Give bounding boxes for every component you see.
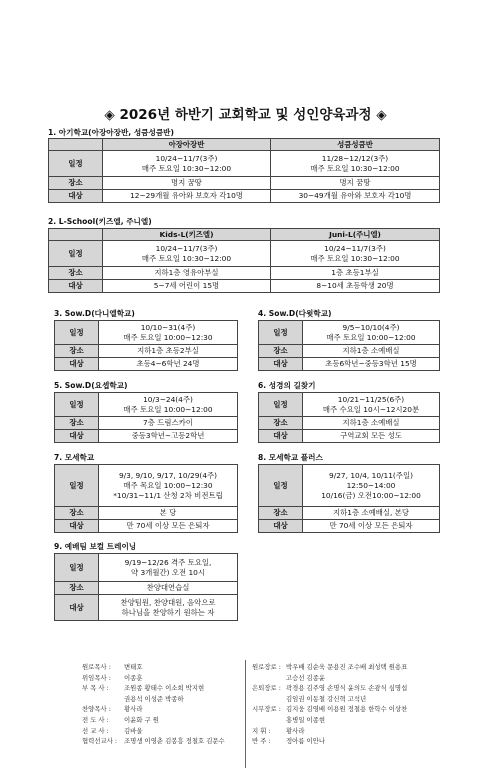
footer-role: 은퇴장로 :	[252, 684, 281, 693]
footer-names: 이윤화 구 원	[124, 715, 159, 724]
schedule-cell: 9/19~12/26 격주 토요일, 약 3개월간) 오전 10시	[99, 554, 238, 582]
header-blank-cell	[49, 139, 103, 151]
footer-row	[252, 662, 407, 673]
schedule-cell: 10/24~11/7(3주) 매주 토요일 10:30~12:00	[103, 151, 271, 177]
footer-row	[82, 683, 225, 694]
row-label-target: 대상	[55, 520, 99, 533]
section-2-heading: 2. L-School(키즈엘, 주니엘)	[48, 217, 152, 226]
footer-role: 선 교 사 :	[82, 726, 109, 735]
row-label-target: 대상	[49, 190, 103, 203]
section-6-heading: 6. 성경의 길찾기	[258, 381, 316, 390]
footer-names: 이종훈	[124, 673, 143, 682]
section-9-heading: 9. 예배팀 보컬 트레이닝	[54, 542, 137, 551]
row-label-place: 장소	[55, 507, 99, 520]
place-cell: 7층 드림스카이	[99, 417, 238, 430]
footer-names: 조명생 이영춘 김봉흥 정철호 김문수	[124, 737, 225, 746]
place-cell: 지하1층 영유아부실	[103, 267, 271, 280]
row-label-place: 장소	[259, 417, 303, 430]
footer-staff-right	[252, 662, 407, 747]
place-cell: 명지 꿈땅	[271, 177, 440, 190]
row-label-target: 대상	[49, 280, 103, 293]
footer-row	[252, 704, 407, 715]
footer-row	[252, 683, 407, 694]
footer-row	[82, 662, 225, 673]
target-cell: 찬양팀원, 찬양대원, 음악으로 하나님을 찬양하기 원하는 자	[99, 595, 238, 621]
footer-staff-left	[82, 662, 225, 747]
footer-names: 김임권 이동철 강신혁 고석년	[286, 694, 367, 703]
schedule-cell: 9/27, 10/4, 10/11(주일) 12:50~14:00 10/16(금) 오전10:00~12:00	[303, 465, 440, 507]
section-8-heading: 8. 모세학교 플러스	[258, 453, 323, 462]
schedule-cell: 10/24~11/7(3주) 매주 토요일 10:30~12:00	[103, 241, 271, 267]
section-2-table	[48, 228, 440, 293]
section-3-heading: 3. Sow.D(다니엘학교)	[54, 309, 135, 318]
footer-role: 전 도 사 :	[82, 715, 109, 724]
footer-names: 김바울	[124, 726, 143, 735]
column-header: Juni-L(주니엘)	[271, 229, 440, 241]
row-label-target: 대상	[259, 430, 303, 443]
footer-row	[252, 673, 407, 684]
schedule-cell: 9/3, 9/10, 9/17, 10/29(4주) 매주 목요일 10:00~12:30 *10/31~11/1 산청 2차 비전트립	[99, 465, 238, 507]
footer-role: 반 주 :	[252, 737, 271, 746]
footer-row	[82, 726, 225, 737]
column-header: 성큼성큼반	[271, 139, 440, 151]
target-cell: 초등4~6학년 24명	[99, 358, 238, 371]
place-cell: 지하1층 소예배실	[303, 345, 440, 358]
column-header: 아장아장반	[103, 139, 271, 151]
row-label-schedule: 일정	[259, 465, 303, 507]
footer-row	[82, 704, 225, 715]
section-7-heading: 7. 모세학교	[54, 453, 95, 462]
footer-names: 정아름 이안나	[286, 737, 326, 746]
place-cell: 1층 초등1부실	[271, 267, 440, 280]
row-label-target: 대상	[259, 358, 303, 371]
target-cell: 중등3학년~고등2학년	[99, 430, 238, 443]
row-label-place: 장소	[55, 417, 99, 430]
row-label-place: 장소	[259, 345, 303, 358]
footer-names: 변태호	[124, 663, 143, 671]
section-5-table	[54, 392, 238, 443]
column-header: Kids-L(키즈엘)	[103, 229, 271, 241]
target-cell: 초등6학년~중등3학년 15명	[303, 358, 440, 371]
row-label-schedule: 일정	[259, 393, 303, 417]
row-label-schedule: 일정	[49, 151, 103, 177]
footer-names: 박우배 김순욱 문용진 조수배 최성택 원용표	[286, 663, 408, 671]
row-label-place: 장소	[49, 177, 103, 190]
footer-role	[252, 694, 286, 705]
footer-names: 황사라	[286, 726, 305, 735]
schedule-cell: 10/21~11/25(6주) 매주 수요일 10시~12시20분	[303, 393, 440, 417]
schedule-cell: 9/5~10/10(4주) 매주 토요일 10:00~12:00	[303, 321, 440, 345]
footer-names: 김지웅 김영배 이용원 정철용 한학수 이상찬	[286, 705, 408, 714]
section-1-heading: 1. 아기학교(아장아장반, 성큼성큼반)	[48, 128, 174, 137]
footer-role	[252, 673, 286, 684]
section-8-table	[258, 464, 440, 533]
schedule-cell: 10/24~11/7(3주) 매주 토요일 10:30~12:00	[271, 241, 440, 267]
schedule-cell: 10/10~31(4주) 매주 토요일 10:00~12:30	[99, 321, 238, 345]
footer-row	[82, 694, 225, 705]
footer-row	[252, 715, 407, 726]
footer-role	[82, 694, 124, 705]
target-cell: 만 70세 이상 모든 은퇴자	[99, 520, 238, 533]
footer-role: 부 목 사 :	[82, 684, 109, 693]
footer-role: 협력선교사 :	[82, 737, 118, 746]
target-cell: 구역교회 모든 성도	[303, 430, 440, 443]
section-4-table	[258, 320, 440, 371]
footer-role: 원로장로 :	[252, 663, 281, 671]
footer-names: 조원종 황태수 이소희 박지현	[124, 684, 205, 693]
row-label-schedule: 일정	[55, 393, 99, 417]
row-label-schedule: 일정	[259, 321, 303, 345]
footer-row	[252, 726, 407, 737]
target-cell: 12~29개월 유아와 보호자 각10명	[103, 190, 271, 203]
schedule-cell: 11/28~12/12(3주) 매주 토요일 10:30~12:00	[271, 151, 440, 177]
section-5-heading: 5. Sow.D(요셉학교)	[54, 381, 128, 390]
target-cell: 8~10세 초등학생 20명	[271, 280, 440, 293]
place-cell: 본 당	[99, 507, 238, 520]
footer-row	[252, 736, 407, 747]
footer-names: 권용석 이성준 박종하	[124, 694, 184, 703]
header-blank-cell	[49, 229, 103, 241]
row-label-schedule: 일정	[55, 465, 99, 507]
section-1-table	[48, 138, 440, 203]
section-9-table	[54, 553, 238, 621]
row-label-schedule: 일정	[49, 241, 103, 267]
place-cell: 찬양대연습실	[99, 582, 238, 595]
footer-row	[82, 673, 225, 684]
footer-role	[252, 715, 286, 726]
target-cell: 5~7세 어린이 15명	[103, 280, 271, 293]
row-label-target: 대상	[55, 358, 99, 371]
place-cell: 지하1층 초등2부실	[99, 345, 238, 358]
row-label-target: 대상	[55, 430, 99, 443]
footer-role: 위임목사 :	[82, 673, 111, 682]
row-label-place: 장소	[49, 267, 103, 280]
footer-role: 찬양목사 :	[82, 705, 111, 714]
row-label-schedule: 일정	[55, 554, 99, 582]
place-cell: 지하1층 소예배실, 본당	[303, 507, 440, 520]
footer-role: 시무장로 :	[252, 705, 281, 714]
footer-names: 홍병일 이종현	[286, 715, 326, 724]
footer-names: 곽경용 김주영 손명식 윤의도 손광식 심명섭	[286, 684, 408, 693]
footer-divider	[245, 660, 246, 768]
row-label-place: 장소	[55, 582, 99, 595]
page-title: ◈ 2026년 하반기 교회학교 및 성인양육과정 ◈	[104, 107, 387, 123]
row-label-place: 장소	[259, 507, 303, 520]
schedule-cell: 10/3~24(4주) 매주 토요일 10:00~12:00	[99, 393, 238, 417]
section-7-table	[54, 464, 238, 533]
row-label-schedule: 일정	[55, 321, 99, 345]
footer-names: 황사라	[124, 705, 143, 714]
footer-role: 원로목사 :	[82, 663, 111, 671]
place-cell: 지하1층 소예배실	[303, 417, 440, 430]
footer-row	[252, 694, 407, 705]
target-cell: 만 70세 이상 모든 은퇴자	[303, 520, 440, 533]
row-label-target: 대상	[55, 595, 99, 621]
target-cell: 30~49개월 유아와 보호자 각10명	[271, 190, 440, 203]
section-6-table	[258, 392, 440, 443]
footer-row	[82, 736, 225, 747]
row-label-place: 장소	[55, 345, 99, 358]
row-label-target: 대상	[259, 520, 303, 533]
section-4-heading: 4. Sow.D(다윗학교)	[258, 309, 332, 318]
place-cell: 명지 꿈땅	[103, 177, 271, 190]
footer-row	[82, 715, 225, 726]
section-3-table	[54, 320, 238, 371]
footer-names: 고승선 김종윤	[286, 673, 326, 682]
footer-role: 지 휘 :	[252, 726, 271, 735]
